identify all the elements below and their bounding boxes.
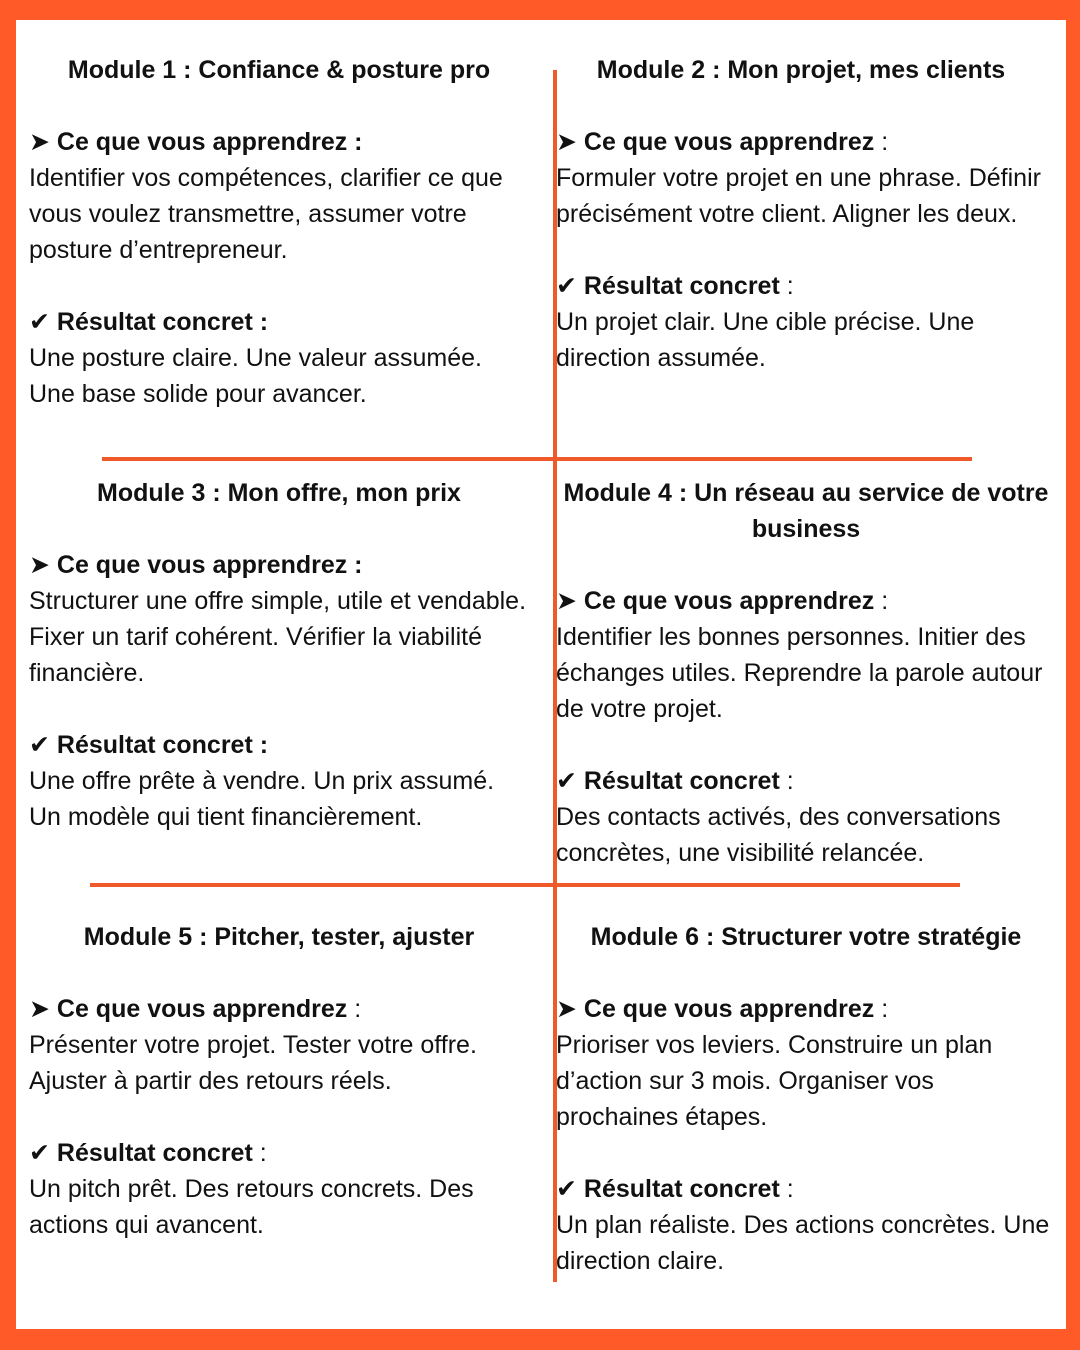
module-3-learn-text: Structurer une offre simple, utile et vendable. Fixer un tarif cohérent. Vérifier la viabilité financière. — [29, 587, 527, 687]
module-5-title: Module 5 : Pitcher, tester, ajuster — [83, 923, 475, 951]
module-4-result-text: Des contacts activés, des conversations concrètes, une visibilité relancée. — [556, 803, 1001, 867]
module-2-result-label: ✔ Résultat concret : — [556, 272, 794, 300]
module-2-learn-text: Formuler votre projet en une phrase. Définir précisément votre client. Aligner les deux. — [556, 164, 1041, 228]
module-3-title: Module 3 : Mon offre, mon prix — [97, 479, 461, 507]
module-1-title: Module 1 : Confiance & posture pro — [67, 56, 491, 84]
module-5-learn-label: ➤ Ce que vous apprendrez : — [29, 995, 362, 1023]
module-2-learn-label: ➤ Ce que vous apprendrez : — [556, 128, 889, 156]
module-6-result-label: ✔ Résultat concret : — [556, 1175, 794, 1203]
module-grid — [16, 20, 1066, 1329]
module-4-result-label: ✔ Résultat concret : — [556, 767, 794, 795]
module-4-learn-label: ➤ Ce que vous apprendrez : — [556, 587, 889, 615]
module-3-result-label: ✔ Résultat concret : — [29, 731, 269, 759]
module-5-result-label: ✔ Résultat concret : — [29, 1139, 267, 1167]
horizontal-divider-top — [102, 457, 972, 461]
module-6-learn-text: Prioriser vos leviers. Construire un plan d’action sur 3 mois. Organiser vos prochaines étapes. — [556, 1031, 993, 1131]
module-1-result-label: ✔ Résultat concret : — [29, 308, 269, 336]
module-3-result-text: Une offre prête à vendre. Un prix assumé. Un modèle qui tient financièrement. — [29, 767, 495, 831]
module-3-learn-label: ➤ Ce que vous apprendrez : — [29, 551, 363, 579]
module-4-learn-text: Identifier les bonnes personnes. Initier des échanges utiles. Reprendre la parole autour de votre projet. — [556, 623, 1043, 723]
module-5-card — [29, 919, 529, 1243]
module-2-result-text: Un projet clair. Une cible précise. Une direction assumée. — [556, 308, 975, 372]
module-6-card — [556, 919, 1056, 1279]
module-2-title: Module 2 : Mon projet, mes clients — [596, 56, 1006, 84]
module-5-learn-text: Présenter votre projet. Tester votre offre. Ajuster à partir des retours réels. — [29, 1031, 477, 1095]
module-1-card — [29, 52, 529, 412]
module-6-title: Module 6 : Structurer votre stratégie — [590, 923, 1022, 951]
module-1-result-text: Une posture claire. Une valeur assumée. Une base solide pour avancer. — [29, 344, 483, 408]
module-6-learn-label: ➤ Ce que vous apprendrez : — [556, 995, 889, 1023]
module-3-card — [29, 475, 529, 835]
horizontal-divider-bottom — [90, 883, 960, 887]
module-1-learn-label: ➤ Ce que vous apprendrez : — [29, 128, 363, 156]
module-6-result-text: Un plan réaliste. Des actions concrètes. Une direction claire. — [556, 1211, 1050, 1275]
module-1-learn-text: Identifier vos compétences, clarifier ce que vous voulez transmettre, assumer votre posture d’entrepreneur. — [29, 164, 503, 264]
module-4-title: Module 4 : Un réseau au service de votre business — [563, 479, 1049, 543]
module-5-result-text: Un pitch prêt. Des retours concrets. Des actions qui avancent. — [29, 1175, 474, 1239]
module-2-card — [556, 52, 1056, 376]
module-4-card — [556, 475, 1056, 871]
